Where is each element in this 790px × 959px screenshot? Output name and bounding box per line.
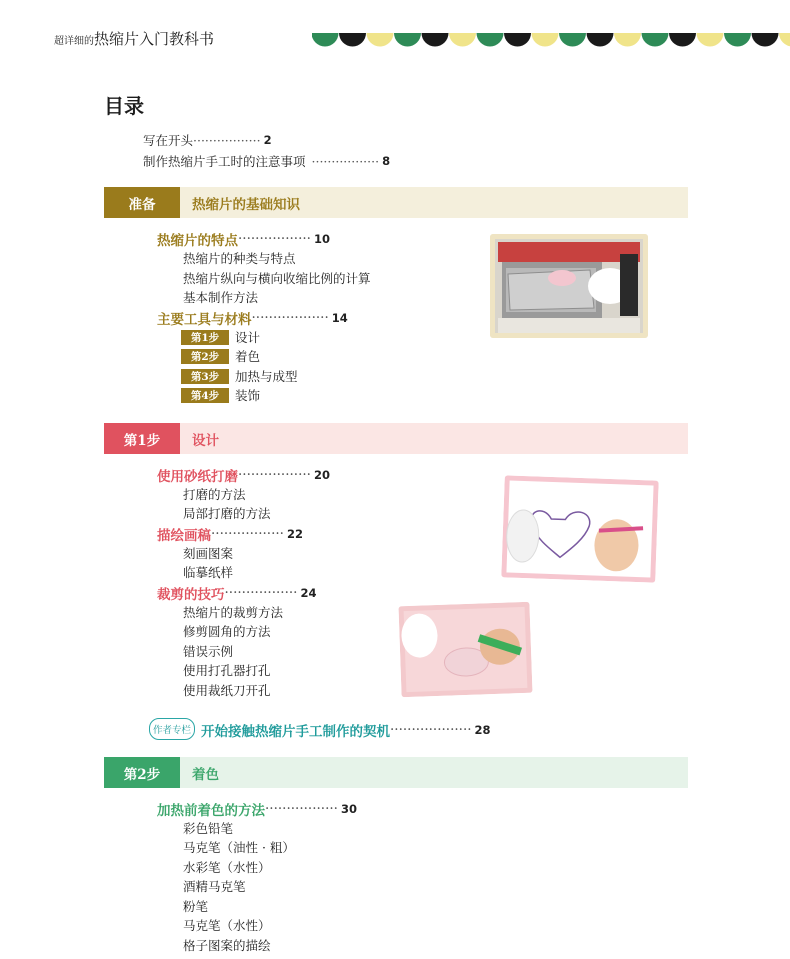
section-title: 设计 <box>192 432 219 449</box>
toc-step-item[interactable] <box>181 386 260 404</box>
toc-item[interactable]: 热缩片的种类与特点 <box>183 251 296 266</box>
cutting-photo <box>398 602 532 698</box>
step-tag: 第1步 <box>181 330 229 345</box>
leader-dots: ················· <box>224 585 298 601</box>
toc-entry-drawing[interactable] <box>157 524 303 544</box>
scallop <box>367 33 394 47</box>
toc-item[interactable]: 局部打磨的方法 <box>183 506 271 521</box>
cutting-illustration <box>398 602 532 698</box>
leader-dots: ················· <box>265 801 338 817</box>
scallop <box>697 33 724 47</box>
toc-entry-intro[interactable] <box>143 131 272 149</box>
book-title <box>54 28 214 49</box>
scallop <box>642 33 669 47</box>
toc-entry-cutting[interactable] <box>157 583 316 603</box>
leader-dots: ················· <box>193 132 261 148</box>
section-band-step2 <box>104 757 688 788</box>
scallop <box>422 33 449 47</box>
page-number: 20 <box>313 468 330 482</box>
section-title: 着色 <box>192 766 219 783</box>
scallop <box>312 33 339 47</box>
section-tag: 第2步 <box>104 757 180 788</box>
leader-dots: ················· <box>311 153 380 169</box>
scallop <box>752 33 779 47</box>
toc-item[interactable]: 临摹纸样 <box>183 565 234 580</box>
page-number: 8 <box>382 154 391 168</box>
book-title-prefix: 超详细的 <box>54 36 94 47</box>
toc-entry-label: 制作热缩片手工时的注意事项 <box>143 154 306 169</box>
drawing-illustration <box>501 475 658 582</box>
toc-entry-label: 使用砂纸打磨 <box>157 469 238 485</box>
scallop <box>614 33 641 47</box>
scallop <box>587 33 614 47</box>
toc-item[interactable]: 酒精马克笔 <box>183 879 246 894</box>
toc-entry-tools[interactable] <box>157 308 348 328</box>
scallop-border <box>312 33 790 49</box>
step-label: 加热与成型 <box>235 369 298 384</box>
toc-item[interactable]: 使用裁纸刀开孔 <box>183 683 271 698</box>
toc-step-item[interactable] <box>181 367 298 385</box>
step-label: 着色 <box>235 349 261 364</box>
toc-entry-notes[interactable] <box>143 152 390 170</box>
scallop <box>477 33 504 47</box>
leader-dots: ················· <box>238 231 311 247</box>
toc-item[interactable]: 格子图案的描绘 <box>183 938 271 953</box>
toc-item[interactable]: 热缩片的裁剪方法 <box>183 605 284 620</box>
toc-item[interactable]: 基本制作方法 <box>183 290 259 305</box>
section-title: 热缩片的基础知识 <box>192 196 300 213</box>
toc-item[interactable]: 打磨的方法 <box>183 487 246 502</box>
scallop <box>532 33 559 47</box>
drawing-photo <box>501 475 658 582</box>
toc-item[interactable]: 热缩片纵向与横向收缩比例的计算 <box>183 271 371 286</box>
scallop <box>669 33 696 47</box>
page-number: 30 <box>340 802 357 816</box>
toc-item[interactable]: 错误示例 <box>183 644 234 659</box>
step-label: 设计 <box>235 330 261 345</box>
scallop <box>394 33 421 46</box>
toc-item[interactable]: 修剪圆角的方法 <box>183 624 271 639</box>
toc-entry-label: 描绘画稿 <box>157 528 211 544</box>
oven-photo <box>490 234 648 338</box>
step-label: 装饰 <box>235 388 261 403</box>
scallop <box>339 33 366 47</box>
toc-item[interactable]: 水彩笔（水性） <box>183 860 271 875</box>
leader-dots: ·················· <box>251 310 329 326</box>
step-tag: 第2步 <box>181 349 229 364</box>
leader-dots: ··················· <box>390 722 472 738</box>
scallop <box>504 33 531 47</box>
section-band-step1 <box>104 423 688 454</box>
page-number: 10 <box>313 232 330 246</box>
toc-entry-label: 热缩片的特点 <box>157 233 238 249</box>
toc-entry-column[interactable] <box>201 720 491 740</box>
page-number: 22 <box>286 527 303 541</box>
toc-heading: 目录 <box>104 94 144 118</box>
leader-dots: ················· <box>211 526 284 542</box>
toc-item[interactable]: 马克笔（水性） <box>183 918 271 933</box>
scallop <box>724 33 751 47</box>
page-number: 28 <box>474 723 491 737</box>
scallop <box>559 33 586 47</box>
step-tag: 第3步 <box>181 369 229 384</box>
page-number: 14 <box>331 311 348 325</box>
toc-step-item[interactable] <box>181 328 260 346</box>
scallop <box>449 33 476 47</box>
toc-item[interactable]: 使用打孔器打孔 <box>183 663 271 678</box>
leader-dots: ················· <box>238 467 311 483</box>
toc-entry-label: 裁剪的技巧 <box>157 587 225 603</box>
book-title-main: 热缩片入门教科书 <box>94 30 215 48</box>
toc-step-item[interactable] <box>181 347 260 365</box>
toc-item[interactable]: 马克笔（油性 · 粗） <box>183 840 295 855</box>
toc-entry-label: 加热前着色的方法 <box>157 803 265 819</box>
toc-entry-label: 写在开头 <box>143 133 194 148</box>
page-number: 2 <box>263 133 272 147</box>
scallop <box>779 33 790 47</box>
step-tag: 第4步 <box>181 388 229 403</box>
section-band-prep <box>104 187 688 218</box>
toc-entry-coloring[interactable] <box>157 799 357 819</box>
toc-entry-sanding[interactable] <box>157 465 330 485</box>
toc-item[interactable]: 彩色铅笔 <box>183 821 234 836</box>
section-tag: 第1步 <box>104 423 180 454</box>
author-column-badge: 作者专栏 <box>149 718 195 740</box>
page-number: 24 <box>300 586 317 600</box>
toc-entry-features[interactable] <box>157 229 330 249</box>
section-tag: 准备 <box>104 187 180 218</box>
toc-entry-label: 开始接触热缩片手工制作的契机 <box>201 724 390 740</box>
oven-illustration <box>490 234 648 338</box>
toc-item[interactable]: 刻画图案 <box>183 546 234 561</box>
toc-item[interactable]: 粉笔 <box>183 899 209 914</box>
toc-entry-label: 主要工具与材料 <box>157 312 252 328</box>
